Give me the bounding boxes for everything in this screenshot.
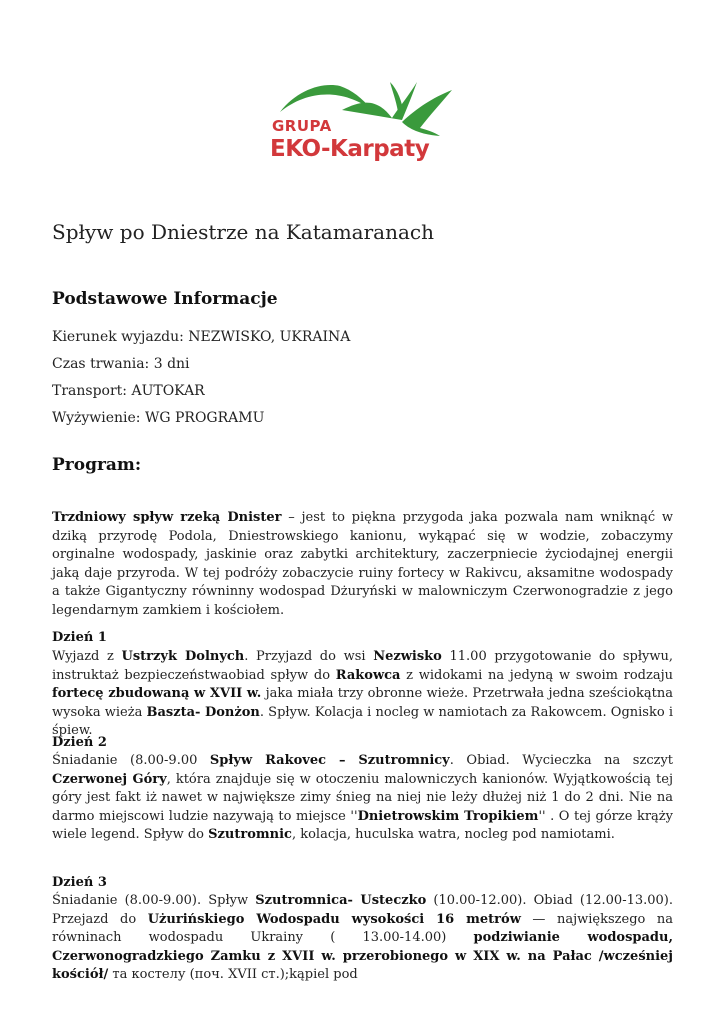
day1-text: . Przyjazd do wsi [244,649,374,664]
day3-text: (10.00-12.00). Obiad (12.00-13.00). Przejazd do [52,893,674,927]
program-intro-paragraph [52,509,673,620]
day2-text: '' . O tej górze krąży wiele legend. Spływ do [52,808,673,842]
day3-bold: Szutromnica- Usteczko [255,893,427,908]
day1-text: jaka miała trzy obronne wieże. Przetrwała jedna sześciokątna wysoka wieża [52,686,673,720]
intro-text: – jest to piękna przygoda jaka pozwala nam wniknąć w dziką przyrodę Podola, Dniestrowskiego kanionu, wykąpać się w wodzie, zobaczymy orginalne wodospady, jaskinie oraz zabytki architektury, zaczerpniecie życiodajnej energii jaką daje przyroda. W tej podróży zobaczycie ruiny fortecy w Rakivcu, aksamitne wodospady a także Gigantyczny równinny wodospad Dżuryński w malowniczym Czerwonogradzie z jego legendarnym zamkiem i kościołem. [52,510,673,618]
day3-text: Śniadanie (8.00-9.00). Spływ [52,893,256,908]
food-line: Wyżywienie: WG PROGRAMU [52,410,265,426]
day1-title: Dzień 1 [52,630,107,645]
day3-text: та костелу (поч. XVII ст.);kąpiel pod [108,967,358,982]
day2-bold: Szutromnic [208,827,292,842]
day2-text: Śniadanie (8.00-9.00 [52,753,210,768]
basic-info-heading: Podstawowe Informacje [52,289,278,309]
transport-line: Transport: AUTOKAR [52,383,205,399]
day1-bold: Rakowca [335,667,401,683]
intro-bold-lead: Trzdniowy spływ rzeką Dnister [52,510,282,525]
day2-paragraph [52,752,673,845]
day2-text: , kolacja, huculska watra, nocleg pod namiotami. [291,827,615,842]
day2-text: , która znajduje się w otoczeniu malowniczych kanionów. Wyjątkowością tej góry jest fakt iż nawet w największe zimy śnieg na niej nie leży dłużej niż 1 do 2 dni. Nie na darmo miejscowi ludzie nazywają to miejsce '' [52,771,673,824]
day3-bold: podziwianie wodospadu, Czerwonogradzkiego Zamku z XVII w. przerobionego w XIX w. na Pałac /wcześniej kościół/ [52,930,673,982]
day1-bold: Nezwisko [373,649,442,664]
day2-bold: Dnietrowskim Tropikiem [357,808,539,824]
day1-text: Wyjazd z [52,649,122,664]
day2-text: . Obiad. Wycieczka na szczyt [449,753,674,768]
day1-paragraph [52,648,673,741]
logo-grupa-text: GRUPA [272,117,332,135]
day1-bold: Baszta- Donżon [146,704,260,720]
page-title: Spływ po Dniestrze na Katamaranach [52,220,434,244]
day3-paragraph [52,892,673,985]
direction-line: Kierunek wyjazdu: NEZWISKO, UKRAINA [52,329,351,345]
day1-text: . Spływ. Kolacja i nocleg w namiotach za Rakowcem. Ognisko i śpiew. [52,704,673,738]
day2-bold: Czerwonej Góry [52,771,167,787]
logo-name-text: EKO-Karpaty [270,136,430,162]
day3-bold: Użurińskiego Wodospadu wysokości 16 metrów [147,911,521,927]
day1-text: 11.00 przygotowanie do spływu, instruktaż bezpieczeństwaobiad spływ do [52,649,674,683]
day3-text: — największego na równinach wodospadu Ukrainy ( 13.00-14.00) [52,911,673,945]
day3-title: Dzień 3 [52,875,107,890]
day2-bold: Spływ Rakovec – Szutromnicy [209,753,450,768]
duration-line: Czas trwania: 3 dni [52,356,190,372]
day1-bold: fortecę zbudowaną w XVII w. [52,686,262,701]
company-logo [262,60,462,180]
program-heading: Program: [52,455,142,475]
day2-title: Dzień 2 [52,735,107,750]
day1-bold: Ustrzyk Dolnych [121,649,245,664]
day1-text: z widokami na jedyną w swoim rodzaju [400,667,673,683]
